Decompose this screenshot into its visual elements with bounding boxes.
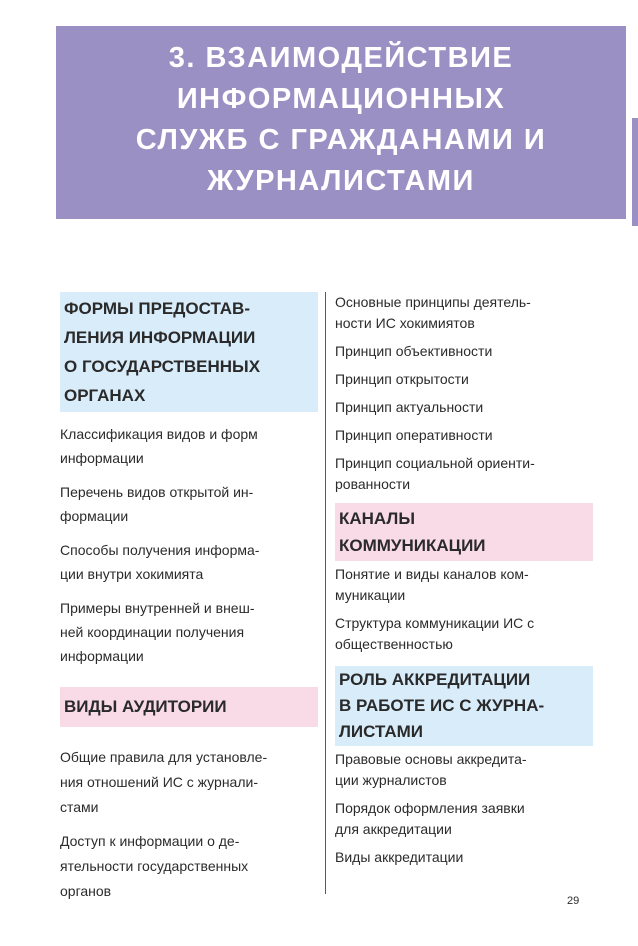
item-line: Принцип открытости: [335, 371, 469, 387]
item-line: Порядок оформления заявки: [335, 800, 525, 816]
item-line: Принцип актуальности: [335, 399, 484, 415]
list-item: [60, 829, 318, 904]
heading-line: ВИДЫ АУДИТОРИИ: [64, 697, 227, 716]
list-item: [335, 613, 593, 655]
item-line: Основные принципы деятель-: [335, 294, 531, 310]
heading-line: РОЛЬ АККРЕДИТАЦИИ: [339, 670, 531, 689]
heading-line: В РАБОТЕ ИС С ЖУРНА-: [339, 696, 545, 715]
item-line: Виды аккредитации: [335, 849, 464, 865]
list-item: [335, 564, 593, 606]
list-item: [335, 453, 593, 495]
item-line: Классификация видов и форм: [60, 426, 258, 442]
item-line: Структура коммуникации ИС с: [335, 615, 535, 631]
item-line: ния отношений ИС с журнали-: [60, 774, 258, 790]
heading-line: О ГОСУДАРСТВЕННЫХ: [64, 357, 261, 376]
list-item: [60, 480, 318, 528]
item-line: Принцип социальной ориенти-: [335, 455, 535, 471]
section-heading-audience: [60, 687, 318, 727]
list-item: [60, 596, 318, 668]
list-item: [60, 422, 318, 470]
item-line: органов: [60, 883, 112, 899]
item-line: муникации: [335, 587, 406, 603]
item-line: Примеры внутренней и внеш-: [60, 600, 255, 616]
list-item: [335, 749, 593, 791]
item-line: ции журналистов: [335, 772, 447, 788]
heading-line: КАНАЛЫ: [339, 509, 415, 528]
item-line: Понятие и виды каналов ком-: [335, 566, 529, 582]
item-line: формации: [60, 508, 129, 524]
item-line: общественностью: [335, 636, 453, 652]
heading-line: КОММУНИКАЦИИ: [339, 536, 486, 555]
heading-line: ЛЕНИЯ ИНФОРМАЦИИ: [64, 328, 256, 347]
heading-line: ФОРМЫ ПРЕДОСТАВ-: [64, 299, 250, 318]
item-line: рованности: [335, 476, 411, 492]
title-line: ЖУРНАЛИСТАМИ: [207, 165, 475, 197]
list-item: [335, 369, 593, 390]
item-line: ности ИС хокимиятов: [335, 315, 475, 331]
title-line: 3. ВЗАИМОДЕЙСТВИЕ: [168, 42, 514, 74]
list-item: [335, 397, 593, 418]
item-line: ней координации получения: [60, 624, 245, 640]
list-item: [335, 798, 593, 840]
list-item: [335, 341, 593, 362]
chapter-title: [56, 38, 626, 202]
list-item: [335, 847, 593, 868]
item-line: ятельности государственных: [60, 858, 249, 874]
item-line: Принцип объективности: [335, 343, 493, 359]
section-heading-accreditation: [335, 666, 593, 746]
page-number: 29: [567, 895, 580, 907]
item-line: Способы получения информа-: [60, 542, 260, 558]
item-line: для аккредитации: [335, 821, 452, 837]
list-item: [335, 425, 593, 446]
item-line: Общие правила для установле-: [60, 749, 268, 765]
item-line: информации: [60, 450, 144, 466]
title-line: ИНФОРМАЦИОННЫХ: [176, 83, 506, 115]
heading-line: ЛИСТАМИ: [339, 722, 423, 741]
item-line: Перечень видов открытой ин-: [60, 484, 254, 500]
item-line: Принцип оперативности: [335, 427, 493, 443]
item-line: Доступ к информации о де-: [60, 833, 240, 849]
item-line: стами: [60, 799, 99, 815]
column-divider: [325, 292, 326, 894]
title-band-tab: [632, 118, 638, 226]
item-line: ции внутри хокимията: [60, 566, 204, 582]
item-line: информации: [60, 648, 144, 664]
item-line: Правовые основы аккредита-: [335, 751, 527, 767]
section-heading-forms: [60, 292, 318, 412]
right-column: [335, 292, 593, 868]
list-item: [335, 292, 593, 334]
title-line: СЛУЖБ С ГРАЖДАНАМИ И: [135, 124, 547, 156]
left-column: [60, 292, 318, 904]
section-heading-channels: [335, 503, 593, 561]
list-item: [60, 538, 318, 586]
heading-line: ОРГАНАХ: [64, 386, 146, 405]
list-item: [60, 745, 318, 820]
